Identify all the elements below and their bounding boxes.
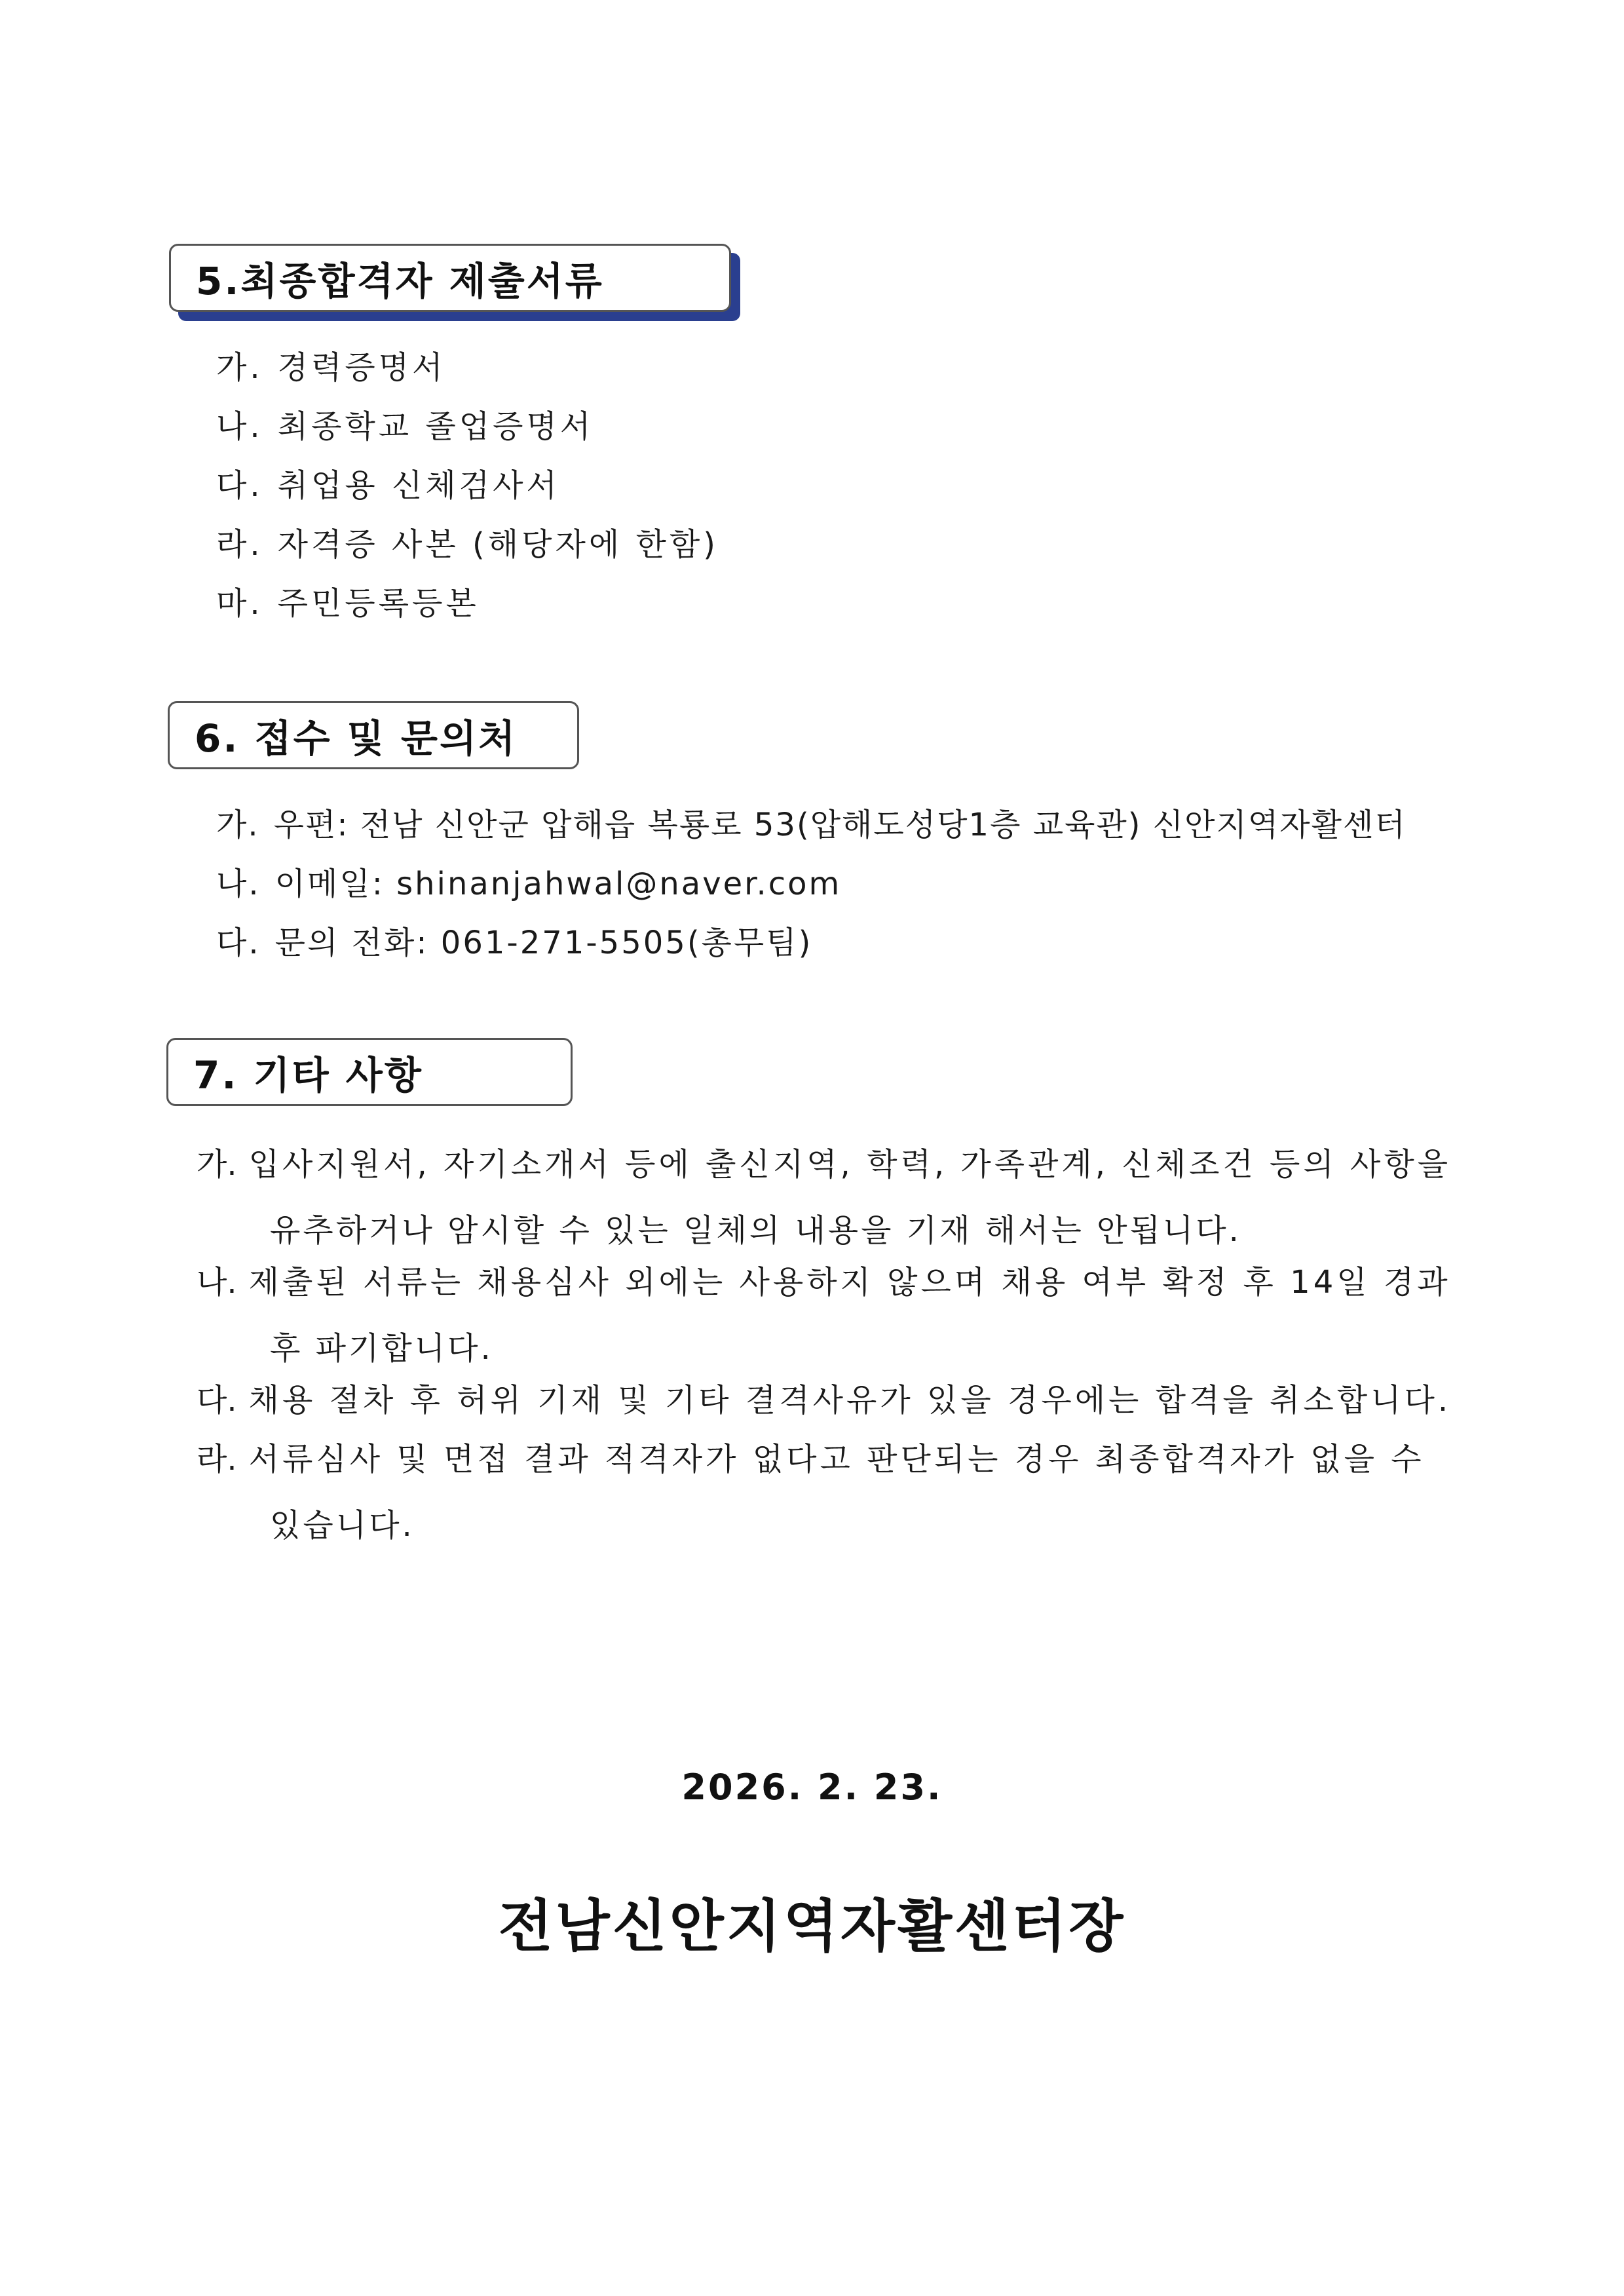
section-7-item: 가. 입사지원서, 자기소개서 등에 출신지역, 학력, 가족관계, 신체조건 등의 사항을 유추하거나 암시할 수 있는 일체의 내용을 기재 해서는 안됩니다. bbox=[197, 1146, 1452, 1249]
document-date: 2026. 2. 23. bbox=[681, 1767, 943, 1808]
section-5-item: 라. 자격증 사본 (해당자에 한함) bbox=[216, 526, 719, 563]
section-7-item: 라. 서류심사 및 면접 결과 적격자가 없다고 판단되는 경우 최종합격자가 없을 수 있습니다. bbox=[197, 1441, 1425, 1544]
section-5-item: 가. 경력증명서 bbox=[216, 349, 446, 386]
phone-text: 문의 전화: 061-271-5505(총무팀) bbox=[274, 925, 813, 961]
signer-title: 전남신안지역자활센터장 bbox=[498, 1893, 1126, 1959]
section-6-title: 6. 접수 및 문의처 bbox=[195, 716, 518, 761]
section-6-item: 가. 우편: 전남 신안군 압해읍 복룡로 53(압해도성당1층 교육관) 신안지역자활센터 bbox=[216, 807, 1407, 843]
section-6-item: 다. 문의 전화: 061-271-5505(총무팀) bbox=[216, 925, 813, 961]
section-5-title: 5.최종합격자 제출서류 bbox=[196, 259, 604, 303]
email-text: 이메일: shinanjahwal@naver.com bbox=[274, 866, 842, 902]
section-6-item: 나. 이메일: shinanjahwal@naver.com bbox=[216, 866, 842, 902]
section-5-item: 마. 주민등록등본 bbox=[216, 585, 480, 622]
section-5-header bbox=[169, 244, 731, 312]
section-7-title: 7. 기타 사항 bbox=[193, 1053, 423, 1098]
section-7-item: 나. 제출된 서류는 채용심사 외에는 사용하지 않으며 채용 여부 확정 후 14일 경과 후 파기합니다. bbox=[197, 1264, 1451, 1367]
section-7-item: 다. 채용 절차 후 허위 기재 및 기타 결격사유가 있을 경우에는 합격을 취소합니다. bbox=[197, 1382, 1452, 1419]
section-5-item: 나. 최종학교 졸업증명서 bbox=[216, 408, 594, 445]
section-5-item: 다. 취업용 신체검사서 bbox=[216, 467, 560, 504]
